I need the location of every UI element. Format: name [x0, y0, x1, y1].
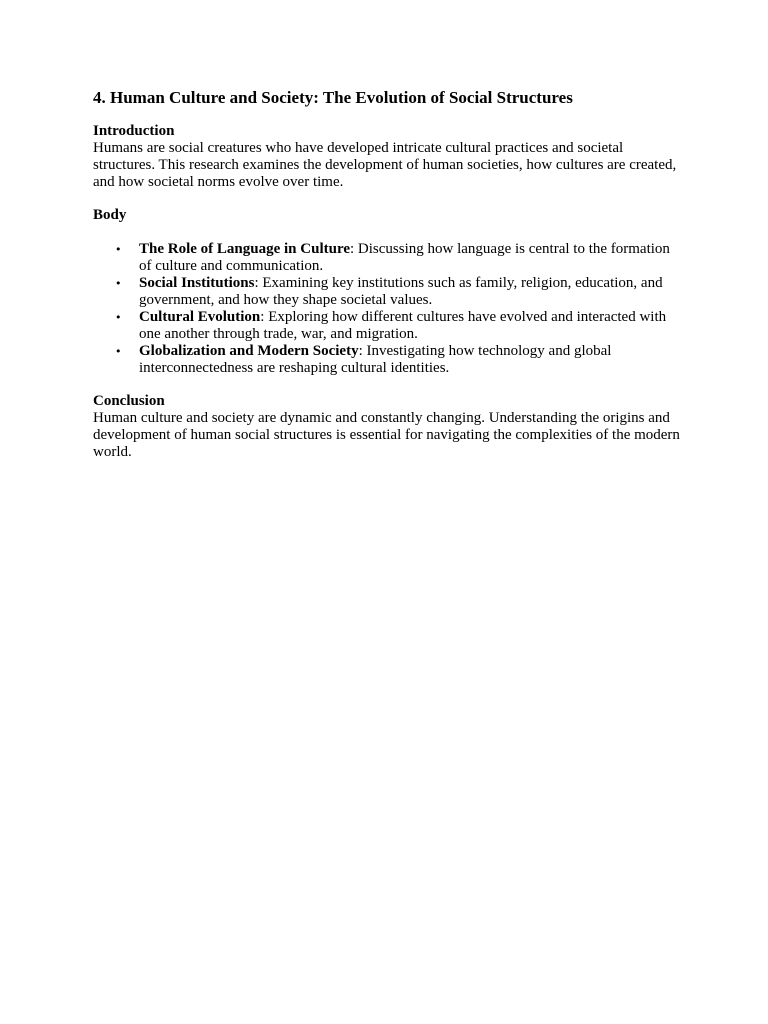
document-title: 4. Human Culture and Society: The Evolution of Social Structures	[93, 88, 573, 107]
conclusion-section	[93, 393, 683, 461]
conclusion-heading: Conclusion	[93, 393, 165, 409]
introduction-text: Humans are social creatures who have developed intricate cultural practices and societal structures. This research examines the development of human societies, how cultures are created, and how societal norms evolve over time.	[93, 140, 677, 190]
body-bullet-list	[93, 241, 683, 377]
body-heading: Body	[93, 207, 127, 223]
paragraph-spacer	[93, 377, 683, 393]
body-section	[93, 207, 683, 377]
list-item-text: : Discussing how language is central to the formation of culture and communication.	[139, 241, 670, 274]
list-item	[93, 275, 683, 309]
list-item-text: : Investigating how technology and global interconnectedness are reshaping cultural identities.	[139, 343, 612, 376]
list-item-term: Cultural Evolution	[139, 309, 261, 325]
list-item-term: Globalization and Modern Society	[139, 343, 359, 359]
list-item	[93, 309, 683, 343]
conclusion-text: Human culture and society are dynamic and constantly changing. Understanding the origins and development of human social structures is essential for navigating the complexities of the modern world.	[93, 410, 680, 460]
introduction-section	[93, 123, 683, 191]
list-item-term: The Role of Language in Culture	[139, 241, 350, 257]
bullet-icon: •	[115, 277, 122, 290]
list-item	[93, 241, 683, 275]
list-item-text: : Examining key institutions such as family, religion, education, and government, and how they shape societal values.	[139, 275, 663, 308]
list-item	[93, 343, 683, 377]
introduction-heading: Introduction	[93, 123, 175, 139]
bullet-icon: •	[115, 345, 122, 358]
paragraph-spacer	[93, 191, 683, 207]
bullet-icon: •	[115, 243, 122, 256]
list-item-term: Social Institutions	[139, 275, 255, 291]
document-page	[93, 87, 683, 461]
list-item-text: : Exploring how different cultures have evolved and interacted with one another through trade, war, and migration.	[139, 309, 667, 342]
bullet-icon: •	[115, 311, 122, 324]
